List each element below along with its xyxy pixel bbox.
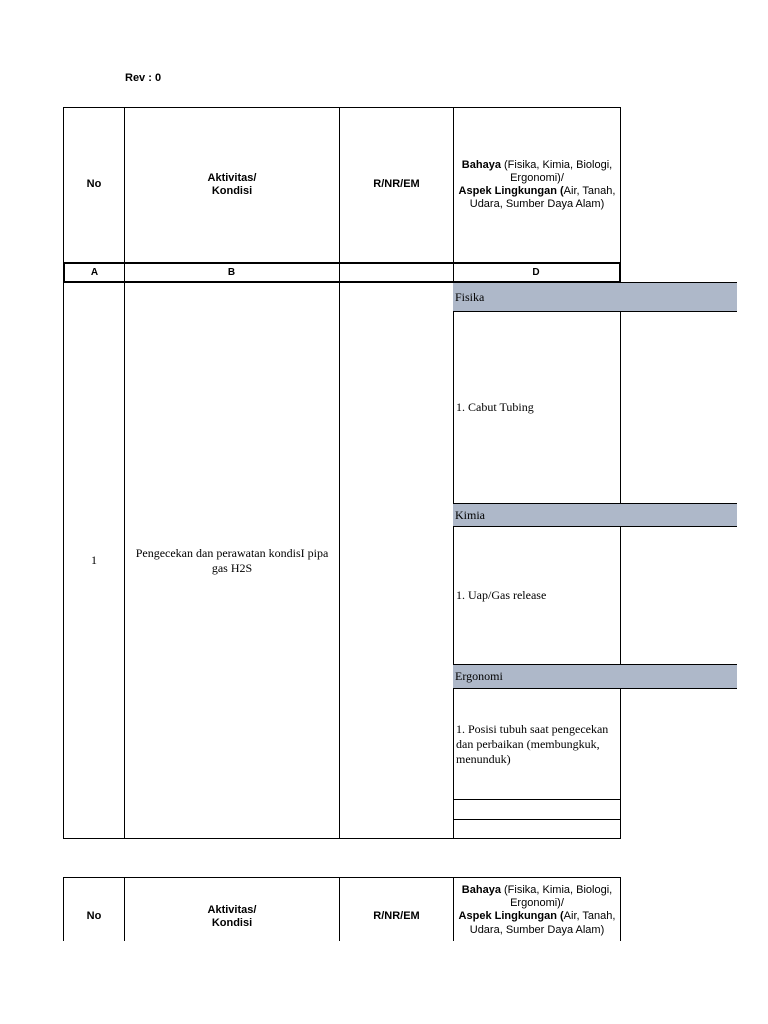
hazard-category-fisika: Fisika (453, 282, 737, 312)
bahaya-rest: (Fisika, Kimia, Biologi, Ergonomi)/ (500, 158, 613, 184)
header-aktivitas-line2: Kondisi (211, 185, 253, 197)
table2-aspek-bold: Aspek Lingkungan ( (458, 910, 564, 923)
revision-label: Rev : 0 (125, 72, 162, 84)
table2-header-rnrem: R/NR/EM (339, 877, 454, 941)
hazard-category-ergonomi: Ergonomi (453, 664, 737, 689)
header-bahaya-text (456, 159, 618, 212)
hazard-item-ergonomi: 1. Posisi tubuh saat pengecekan dan perbaikan (membungkuk, menunduk) (456, 721, 609, 766)
row-no: 1 (63, 282, 125, 839)
hazard-item-fisika: 1. Cabut Tubing (456, 399, 534, 414)
header-rnrem: R/NR/EM (339, 107, 454, 263)
table2-bahaya-rest: (Fisika, Kimia, Biologi, Ergonomi)/ (500, 884, 613, 910)
hazard-item-kimia: 1. Uap/Gas release (456, 587, 547, 602)
header-aktivitas (124, 107, 340, 263)
col-label-c (339, 262, 454, 283)
header-no: No (63, 107, 125, 263)
table2-bahaya-bold: Bahaya (461, 884, 501, 896)
hazard-category-kimia: Kimia (453, 503, 737, 527)
table2-aspek-rest: Air, Tanah, Udara, Sumber Daya Alam) (469, 910, 616, 936)
row-divider-2 (453, 819, 621, 820)
aspek-bold: Aspek Lingkungan ( (458, 185, 564, 197)
col-label-d: D (453, 262, 621, 283)
table2-bahaya-text (456, 884, 618, 937)
col-label-a: A (63, 262, 125, 283)
header-aktivitas-line1: Aktivitas/ (207, 171, 257, 184)
aspek-rest: Air, Tanah, Udara, Sumber Daya Alam) (469, 185, 616, 211)
bahaya-bold: Bahaya (461, 158, 501, 171)
col-label-b: B (124, 262, 340, 283)
table2-header-bahaya (453, 877, 621, 941)
table2-header-no: No (63, 877, 125, 941)
table2-aktivitas-line1: Aktivitas/ (207, 903, 257, 916)
table2-aktivitas-line2: Kondisi (211, 917, 253, 929)
row-aktivitas: Pengecekan dan perawatan kondisI pipa gas H2S (124, 282, 340, 839)
table2-header-clip (63, 877, 621, 941)
row-rnrem (339, 282, 454, 839)
row-divider-1 (453, 799, 621, 800)
header-bahaya (453, 107, 621, 263)
table2-header-aktivitas (124, 877, 340, 941)
